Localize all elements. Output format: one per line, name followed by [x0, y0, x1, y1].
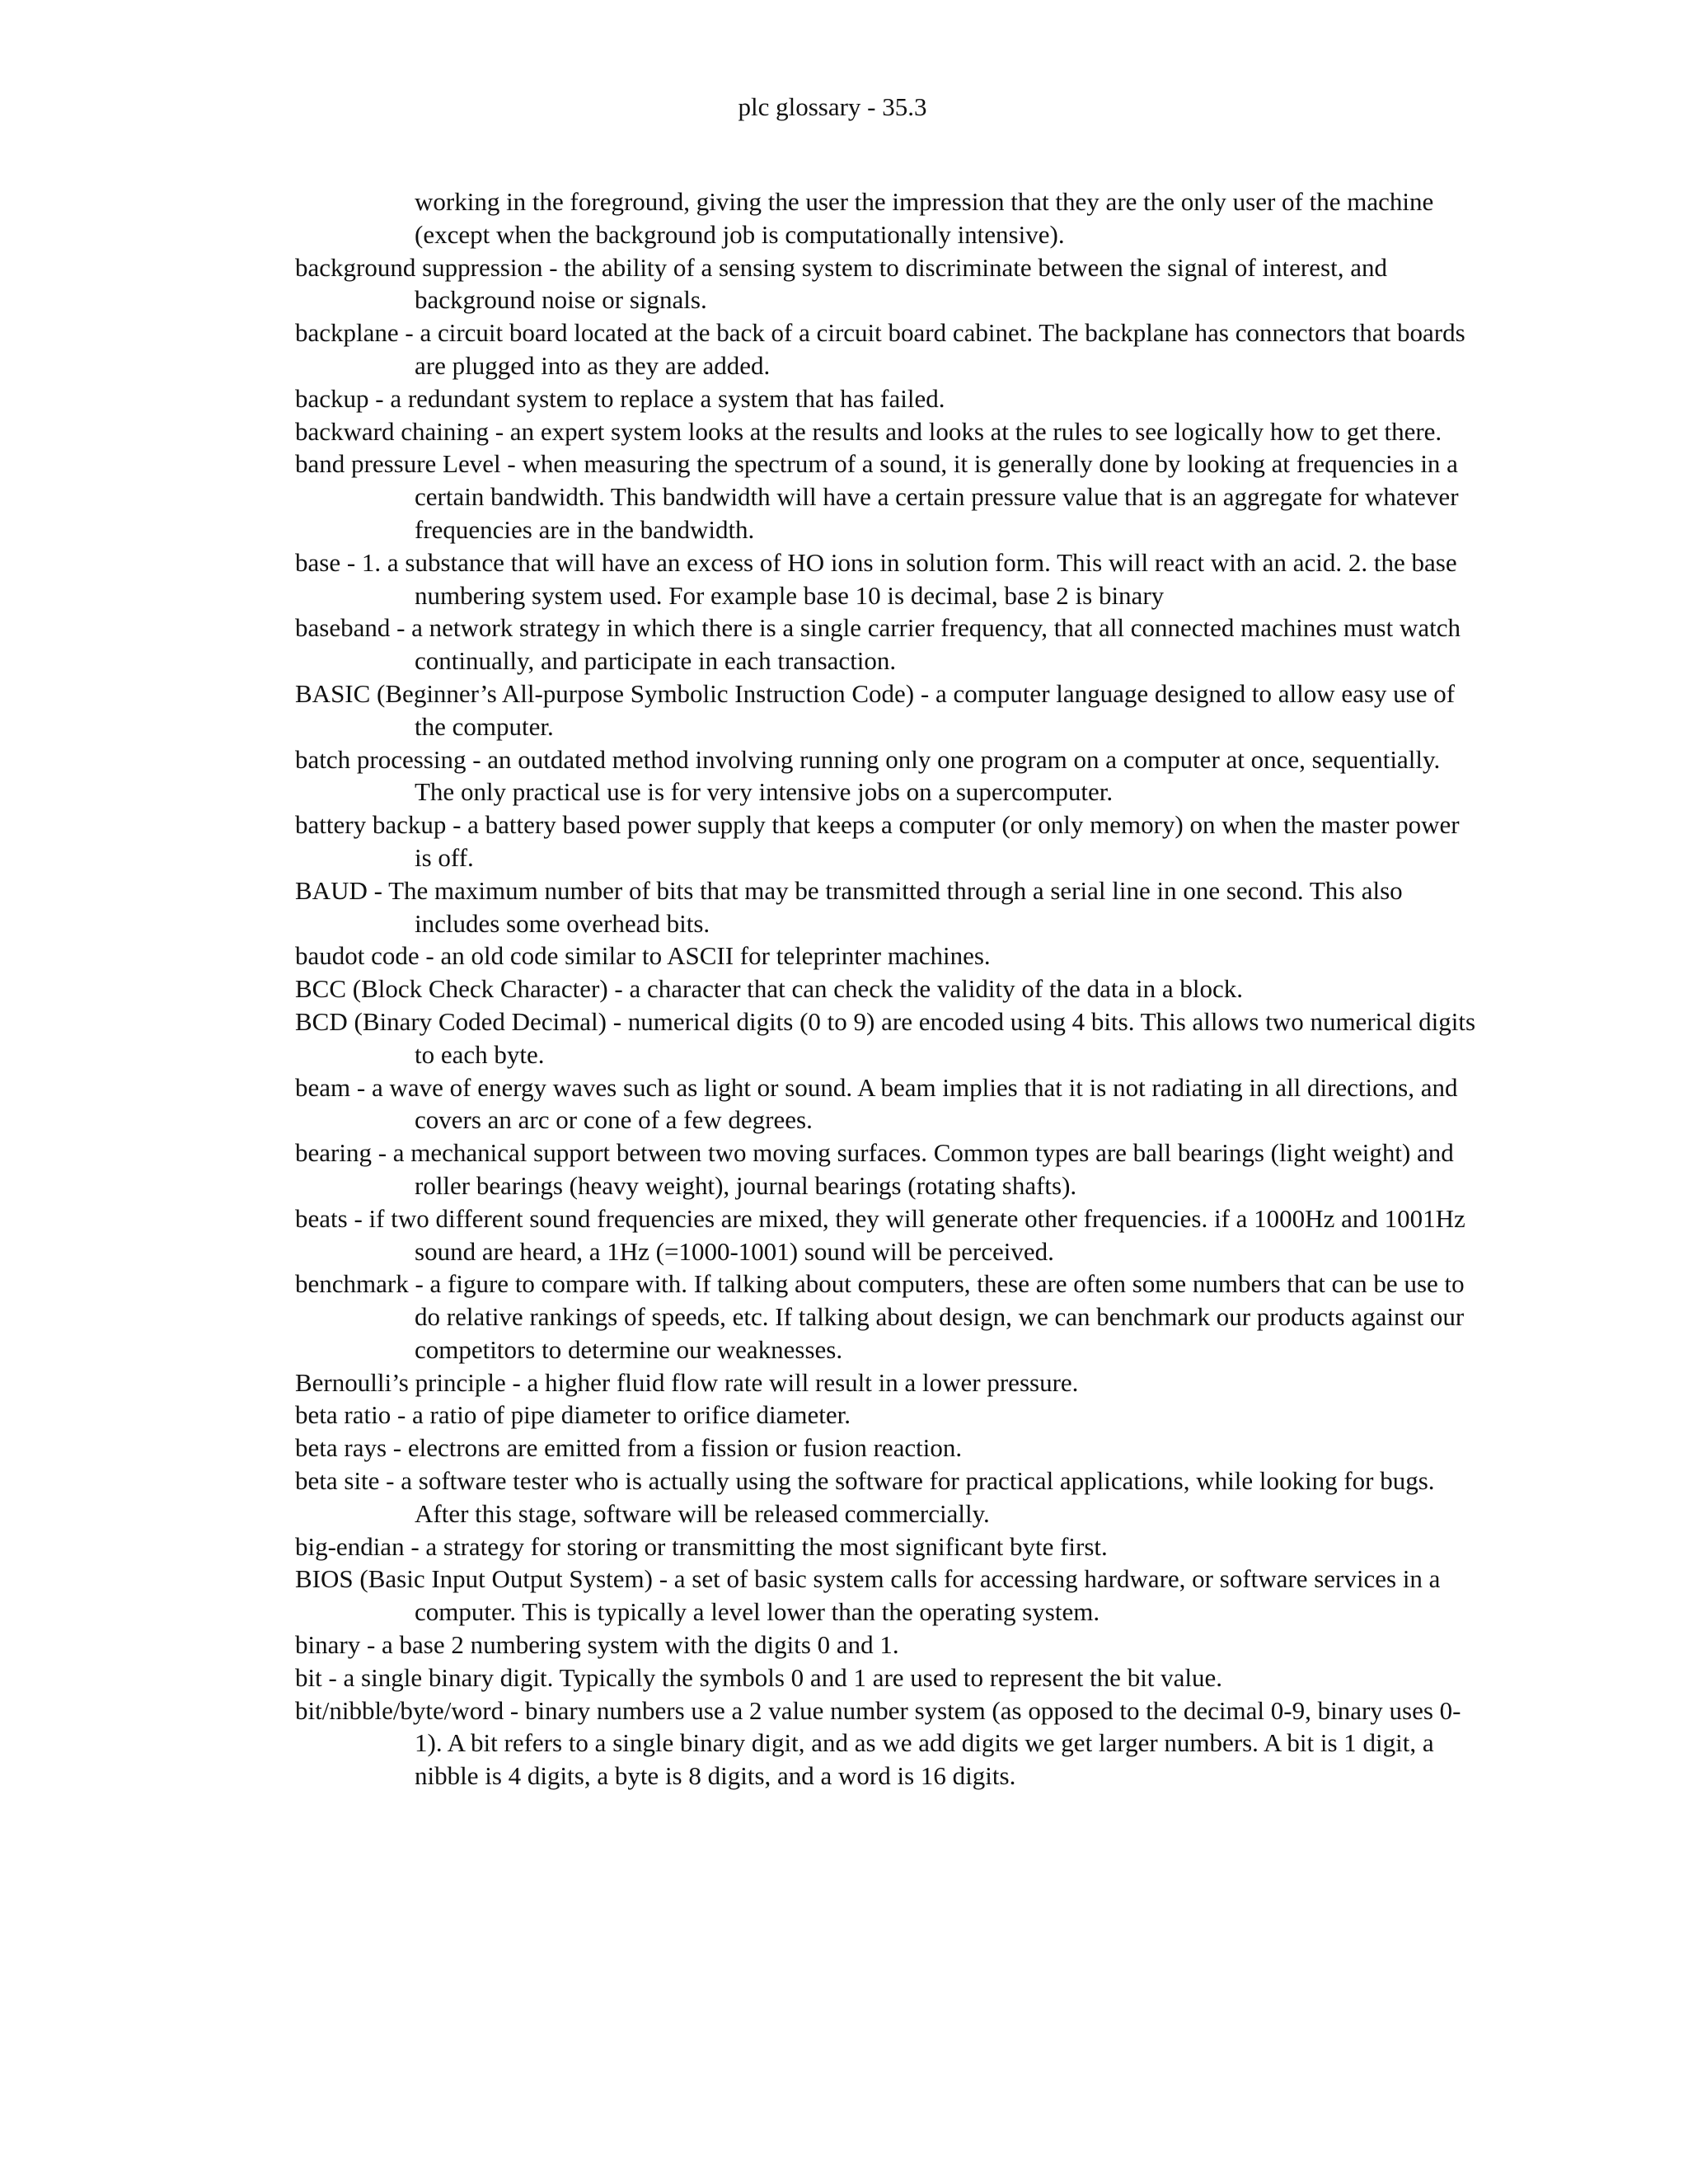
glossary-entry: big-endian - a strategy for storing or transmitting the most significant byte first. — [295, 1531, 1108, 1561]
page-header: plc glossary - 35.3 — [738, 92, 927, 121]
glossary-entry: band pressure Level - when measuring the spectrum of a sound, it is generally done by looking at frequencies in a certain bandwidth. This bandwidth will have a certain pressure value that is an aggregate for whatever frequencies are in the bandwidth. — [295, 449, 1459, 544]
glossary-entry: working in the foreground, giving the user the impression that they are the only user of the machine (except when the background job is computationally intensive). — [415, 187, 1434, 249]
glossary-entry: backplane - a circuit board located at the back of a circuit board cabinet. The backplane has connectors that boards are plugged into as they are added. — [295, 318, 1465, 380]
glossary-entry: beta ratio - a ratio of pipe diameter to orifice diameter. — [295, 1400, 851, 1430]
glossary-entry: baseband - a network strategy in which there is a single carrier frequency, that all connected machines must watch continually, and participate in each transaction. — [295, 613, 1461, 676]
glossary-entry: benchmark - a figure to compare with. If talking about computers, these are often some numbers that can be use to do relative rankings of speeds, etc. If talking about design, we can benchmark our products against our competitors to determine our weaknesses. — [295, 1269, 1465, 1364]
glossary-entry: backup - a redundant system to replace a system that has failed. — [295, 383, 945, 413]
glossary-entry: beam - a wave of energy waves such as light or sound. A beam implies that it is not radiating in all directions, and covers an arc or cone of a few degrees. — [295, 1072, 1458, 1135]
glossary-entry: base - 1. a substance that will have an excess of HO ions in solution form. This will react with an acid. 2. the base numbering system used. For example base 10 is decimal, base 2 is binary — [295, 547, 1457, 610]
glossary-entry: battery backup - a battery based power supply that keeps a computer (or only memory) on when the master power is off. — [295, 810, 1460, 872]
glossary-entry: beta site - a software tester who is actually using the software for practical applications, while looking for bugs. After this stage, software will be released commercially. — [295, 1466, 1435, 1528]
glossary-entry: binary - a base 2 numbering system with the digits 0 and 1. — [295, 1630, 899, 1660]
glossary-entry: BCD (Binary Coded Decimal) - numerical digits (0 to 9) are encoded using 4 bits. This allows two numerical digits to each byte. — [295, 1006, 1476, 1069]
glossary-entry: bit - a single binary digit. Typically the symbols 0 and 1 are used to represent the bit value. — [295, 1662, 1223, 1692]
glossary-entry: BAUD - The maximum number of bits that may be transmitted through a serial line in one second. This also includes some overhead bits. — [295, 875, 1403, 938]
glossary-entry: bearing - a mechanical support between two moving surfaces. Common types are ball bearings (light weight) and roller bearings (heavy weight), journal bearings (rotating shafts). — [295, 1138, 1454, 1200]
glossary-entry: background suppression - the ability of a sensing system to discriminate between the signal of interest, and background noise or signals. — [295, 252, 1387, 315]
glossary-entry: beta rays - electrons are emitted from a fission or fusion reaction. — [295, 1433, 963, 1463]
glossary-list — [295, 185, 1479, 1793]
glossary-entry: BASIC (Beginner’s All-purpose Symbolic Instruction Code) - a computer language designed to allow easy use of the computer. — [295, 678, 1456, 741]
glossary-entry: Bernoulli’s principle - a higher fluid flow rate will result in a lower pressure. — [295, 1367, 1079, 1397]
glossary-entry: batch processing - an outdated method involving running only one program on a computer at once, sequentially. The only practical use is for very intensive jobs on a supercomputer. — [295, 744, 1441, 807]
glossary-entry: baudot code - an old code similar to ASCII for teleprinter machines. — [295, 941, 991, 971]
glossary-entry: backward chaining - an expert system looks at the results and looks at the rules to see logically how to get there. — [295, 416, 1442, 446]
glossary-entry: BIOS (Basic Input Output System) - a set of basic system calls for accessing hardware, or software services in a computer. This is typically a level lower than the operating system. — [295, 1564, 1441, 1627]
glossary-entry: bit/nibble/byte/word - binary numbers use a 2 value number system (as opposed to the decimal 0-9, binary uses 0-1). A bit refers to a single binary digit, and as we add digits we get larger numbers. A bit is 1 digit, a nibble is 4 digits, a byte is 8 digits, and a word is 16 digits. — [295, 1695, 1461, 1791]
glossary-entry: beats - if two different sound frequencies are mixed, they will generate other frequencies. if a 1000Hz and 1001Hz sound are heard, a 1Hz (=1000-1001) sound will be perceived. — [295, 1203, 1465, 1266]
glossary-entry: BCC (Block Check Character) - a character that can check the validity of the data in a block. — [295, 974, 1243, 1004]
